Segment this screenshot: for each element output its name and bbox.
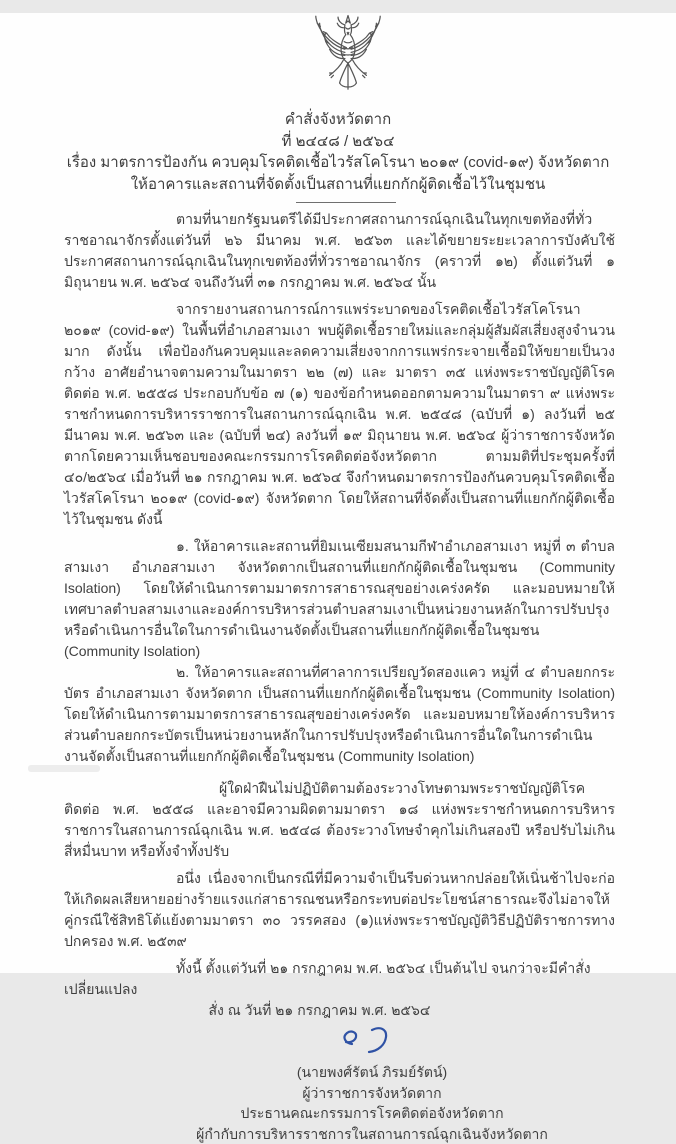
paragraph-penalty: ผู้ใดฝ่าฝืนไม่ปฏิบัติตามต้องระวางโทษตามพระราชบัญญัติโรคติดต่อ พ.ศ. ๒๕๕๘ และอาจมีความผิดตามมาตรา ๑๘ แห่งพระราชกำหนดการบริหารราชการในสถานการณ์ฉุกเฉิน พ.ศ. ๒๕๔๘ ต้องระวางโทษจำคุกไม่เกินสองปี หรือปรับไม่เกินสี่หมื่นบาท หรือทั้งจำทั้งปรับ: [64, 778, 615, 862]
document-title: คำสั่งจังหวัดตาก: [0, 109, 676, 131]
paragraph-urgency: อนึ่ง เนื่องจากเป็นกรณีที่มีความจำเป็นรีบด่วนหากปล่อยให้เนิ่นช้าไปจะก่อให้เกิดผลเสียหายอย่างร้ายแรงแก่สาธารณชนหรือกระทบต่อประโยชน์สาธารณะจึงไม่อาจให้คู่กรณีใช้สิทธิโต้แย้งตามมาตรา ๓๐ วรรคสอง (๑)แห่งพระราชบัญญัติวิธีปฏิบัติราชการทางปกครอง พ.ศ. ๒๕๓๙: [64, 868, 615, 952]
scan-smudge-artifact: [28, 765, 100, 772]
order-number: ที่ ๒๔๔๘ / ๒๕๖๔: [0, 131, 676, 153]
paragraph-item-2: ๒. ให้อาคารและสถานที่ศาลาการเปรียญวัดสองแคว หมู่ที่ ๔ ตำบลยกกระบัตร อำเภอสามเงา จังหวัดตาก เป็นสถานที่แยกกักผู้ติดเชื้อในชุมชน (Community Isolation) โดยให้ดำเนินการตามมาตรการสาธารณสุขอย่างเคร่งครัด และมอบหมายให้องค์การบริหารส่วนตำบลยกกระบัตรเป็นหน่วยงานหลักในการปรับปรุงหรือดำเนินการอื่นใดในการดำเนินงานจัดตั้งเป็นสถานที่แยกกักผู้ติดเชื้อในชุมชน (Community Isolation): [64, 662, 615, 767]
signature-block: [0, 1023, 676, 1144]
signer-title-committee-chair: ประธานคณะกรรมการโรคติดต่อจังหวัดตาก: [68, 1103, 676, 1124]
paragraph-effective-date: ทั้งนี้ ตั้งแต่วันที่ ๒๑ กรกฎาคม พ.ศ. ๒๕๖๔ เป็นต้นไป จนกว่าจะมีคำสั่งเปลี่ยนแปลง: [64, 958, 615, 1000]
signer-title-emergency-director: ผู้กำกับการบริหารราชการในสถานการณ์ฉุกเฉินจังหวัดตาก: [68, 1124, 676, 1144]
signer-title-governor: ผู้ว่าราชการจังหวัดตาก: [68, 1083, 676, 1104]
document-body: [64, 209, 615, 1021]
document-page: [0, 13, 676, 973]
subject-line-1: เรื่อง มาตรการป้องกัน ควบคุมโรคติดเชื้อไวรัสโคโรนา ๒๐๑๙ (covid-๑๙) จังหวัดตาก: [0, 152, 676, 174]
issued-date-line: สั่ง ณ วันที่ ๒๑ กรกฎาคม พ.ศ. ๒๕๖๔: [44, 1000, 595, 1021]
garuda-emblem-icon: [302, 13, 394, 107]
header-divider-line: [296, 202, 396, 203]
signer-name: (นายพงศ์รัตน์ ภิรมย์รัตน์): [68, 1062, 676, 1083]
paragraph-preamble: ตามที่นายกรัฐมนตรีได้มีประกาศสถานการณ์ฉุกเฉินในทุกเขตท้องที่ทั่วราชอาณาจักรตั้งแต่วันที่ ๒๖ มีนาคม พ.ศ. ๒๕๖๓ และได้ขยายระยะเวลาการบังคับใช้ประกาศสถานการณ์ฉุกเฉินในทุกเขตท้องที่ทั่วราชอาณาจักร (คราวที่ ๑๒) ตั้งแต่วันที่ ๑ มิถุนายน พ.ศ. ๒๕๖๔ จนถึงวันที่ ๓๑ กรกฎาคม พ.ศ. ๒๕๖๔ นั้น: [64, 209, 615, 293]
paragraph-item-1: ๑. ให้อาคารและสถานที่ยิมเนเซียมสนามกีฬาอำเภอสามเงา หมู่ที่ ๓ ตำบลสามเงา อำเภอสามเงา จังหวัดตากเป็นสถานที่แยกกักผู้ติดเชื้อในชุมชน (Community Isolation) โดยให้ดำเนินการตามมาตรการสาธารณสุขอย่างเคร่งครัด และมอบหมายให้เทศบาลตำบลสามเงาและองค์การบริหารส่วนตำบลสามเงาเป็นหน่วยงานหลักในการปรับปรุงหรือดำเนินการอื่นใดในการดำเนินงานจัดตั้งเป็นสถานที่แยกกักผู้ติดเชื้อในชุมชน (Community Isolation): [64, 536, 615, 662]
signature-ink-icon: [336, 1023, 408, 1059]
document-header: [0, 109, 676, 195]
subject-line-2: ให้อาคารและสถานที่จัดตั้งเป็นสถานที่แยกกักผู้ติดเชื้อไว้ในชุมชน: [0, 174, 676, 196]
paragraph-authority: จากรายงานสถานการณ์การแพร่ระบาดของโรคติดเชื้อไวรัสโคโรนา ๒๐๑๙ (covid-๑๙) ในพื้นที่อำเภอสามเงา พบผู้ติดเชื้อรายใหม่และกลุ่มผู้สัมผัสเสี่ยงสูงจำนวนมาก ดังนั้น เพื่อป้องกันควบคุมและลดความเสี่ยงจากการแพร่กระจายเชื้อมิให้ขยายเป็นวงกว้าง อาศัยอำนาจตามความในมาตรา ๒๒ (๗) และ มาตรา ๓๕ แห่งพระราชบัญญัติโรคติดต่อ พ.ศ. ๒๕๕๘ ประกอบกับข้อ ๗ (๑) ของข้อกำหนดออกตามความในมาตรา ๙ แห่งพระราชกำหนดการบริหารราชการในสถานการณ์ฉุกเฉิน พ.ศ. ๒๕๔๘ (ฉบับที่ ๑) ลงวันที่ ๒๕ มีนาคม พ.ศ. ๒๕๖๓ และ (ฉบับที่ ๒๔) ลงวันที่ ๑๙ มิถุนายน พ.ศ. ๒๕๖๔ ผู้ว่าราชการจังหวัดตากโดยความเห็นชอบของคณะกรรมการโรคติดต่อจังหวัดตาก ตามมติที่ประชุมครั้งที่ ๔๐/๒๕๖๔ เมื่อวันที่ ๒๑ กรกฎาคม พ.ศ. ๒๕๖๔ จึงกำหนดมาตรการป้องกันควบคุมโรคติดเชื้อไวรัสโคโรนา ๒๐๑๙ (covid-๑๙) จังหวัดตาก โดยให้สถานที่จัดตั้งเป็นสถานที่แยกกักผู้ติดเชื้อไว้ในชุมชน ดังนี้: [64, 299, 615, 530]
